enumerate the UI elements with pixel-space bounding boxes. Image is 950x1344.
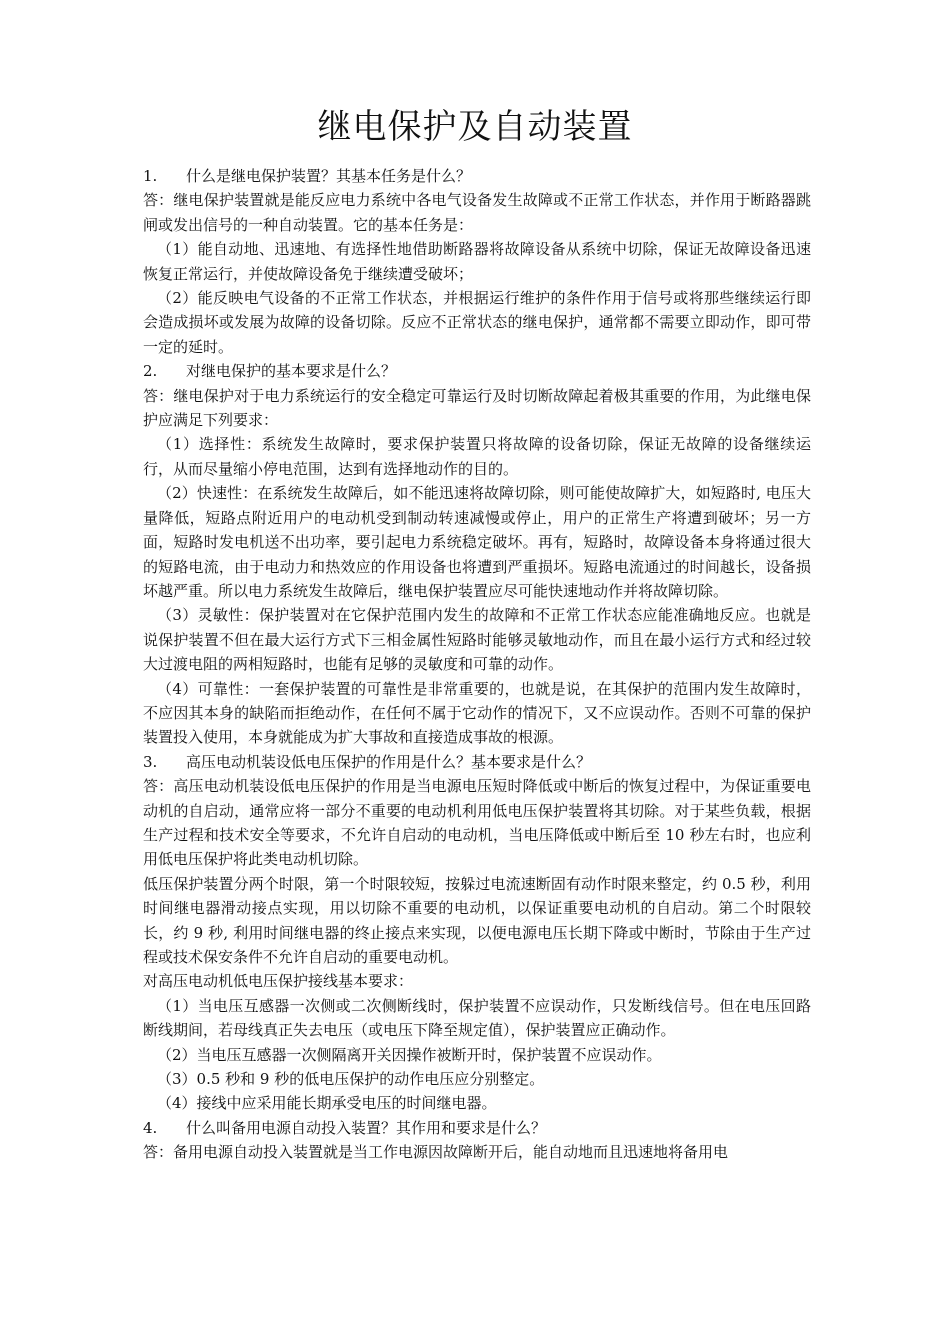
question-number: 4.	[143, 1118, 158, 1137]
question-text: 对继电保护的基本要求是什么？	[186, 362, 397, 381]
question-text: 什么是继电保护装置？其基本任务是什么？	[186, 167, 472, 185]
answer-2-item-1: （1）选择性：系统发生故障时，要求保护装置只将故障的设备切除，保证无故障的设备继续运行，从而尽量缩小停电范围，达到有选择地动作的目的。	[143, 435, 811, 478]
answer-2: 答：继电保护对于电力系统运行的安全稳定可靠运行及时切断故障起着极其重要的作用，为此继电保护应满足下列要求：	[143, 386, 811, 430]
question-3	[143, 750, 811, 774]
answer-3-item-1: （1）当电压互感器一次侧或二次侧断线时，保护装置不应误动作，只发断线信号。但在电压回路断线期间，若母线真正失去电压（或电压下降至规定值），保护装置应正确动作。	[143, 996, 811, 1040]
question-number: 2.	[143, 362, 158, 381]
answer-1: 答：继电保护装置就是能反应电力系统中各电气设备发生故障或不正常工作状态，并作用于断路器跳闸或发出信号的一种自动装置。它的基本任务是：	[143, 191, 811, 234]
answer-2-item-4: （4）可靠性：一套保护装置的可靠性是非常重要的，也就是说，在其保护的范围内发生故障时，不应因其本身的缺陷而拒绝动作，在任何不属于它动作的情况下，又不应误动作。否则不可靠的保护装置投入使用，本身就能成为扩大事故和直接造成事故的根源。	[143, 679, 811, 747]
answer-4: 答：备用电源自动投入装置就是当工作电源因故障断开后，能自动地而且迅速地将备用电	[143, 1143, 729, 1162]
answer-3-paragraph-3: 对高压电动机低电压保护接线基本要求：	[143, 972, 414, 991]
document-title: 继电保护及自动装置	[317, 107, 633, 147]
question-number: 1.	[143, 167, 158, 185]
answer-3-item-4: （4）接线中应采用能长期承受电压的时间继电器。	[157, 1094, 497, 1113]
answer-2-item-3: （3）灵敏性：保护装置对在它保护范围内发生的故障和不正常工作状态应能准确地反应。也就是说保护装置不但在最大运行方式下三相金属性短路时能够灵敏地动作，而且在最小运行方式和经过较大过渡电阻的两相短路时，也能有足够的灵敏度和可靠的动作。	[143, 606, 811, 674]
answer-3-paragraph-2: 低压保护装置分两个时限，第一个时限较短，按躲过电流速断固有动作时限来整定，约 0.5 秒，利用时间继电器滑动接点实现，用以切除不重要的电动机，以保证重要电动机的自启动。第二个时限较长，约 9 秒, 利用时间继电器的终止接点来实现，以便电源电压长期下降或中断时，节除由于生产过程或技术保安条件不允许自启动的重要电动机。	[143, 874, 811, 966]
question-text: 高压电动机装设低电压保护的作用是什么？基本要求是什么？	[186, 752, 592, 771]
question-1	[143, 164, 811, 188]
question-2	[143, 359, 811, 383]
answer-1-item-2: （2）能反映电气设备的不正常工作状态，并根据运行维护的条件作用于信号或将那些继续运行即会造成损坏或发展为故障的设备切除。反应不正常状态的继电保护，通常都不需要立即动作，即可带一定的延时。	[143, 289, 811, 356]
question-text: 什么叫备用电源自动投入装置？其作用和要求是什么？	[186, 1118, 547, 1137]
answer-2-item-2: （2）快速性：在系统发生故障后，如不能迅速将故障切除，则可能使故障扩大，如短路时, 电压大量降低，短路点附近用户的电动机受到制动转速减慢或停止，用户的正常生产将遭到破坏；另一方面，短路时发电机送不出功率，要引起电力系统稳定破坏。再有，短路时，故障设备本身将通过很大的短路电流，由于电动力和热效应的作用设备也将遭到严重损坏。短路电流通过的时间越长，设备损坏越严重。所以电力系统发生故障后，继电保护装置应尽可能快速地动作并将故障切除。	[143, 484, 811, 600]
answer-3-item-3: （3）0.5 秒和 9 秒的低电压保护的动作电压应分别整定。	[157, 1070, 545, 1089]
question-4	[143, 1116, 811, 1140]
question-number: 3.	[143, 752, 158, 771]
answer-3-item-2: （2）当电压互感器一次侧隔离开关因操作被断开时，保护装置不应误动作。	[157, 1045, 662, 1064]
answer-1-item-1: （1）能自动地、迅速地、有选择性地借助断路器将故障设备从系统中切除，保证无故障设备迅速恢复正常运行，并使故障设备免于继续遭受破坏；	[143, 240, 811, 283]
answer-3: 答：高压电动机装设低电压保护的作用是当电源电压短时降低或中断后的恢复过程中，为保证重要电动机的自启动，通常应将一部分不重要的电动机利用低电压保护装置将其切除。对于某些负载，根据生产过程和技术安全等要求，不允许自启动的电动机，当电压降低或中断后至 10 秒左右时，也应利用低电压保护将此类电动机切除。	[143, 777, 811, 869]
document-body	[143, 164, 811, 1165]
